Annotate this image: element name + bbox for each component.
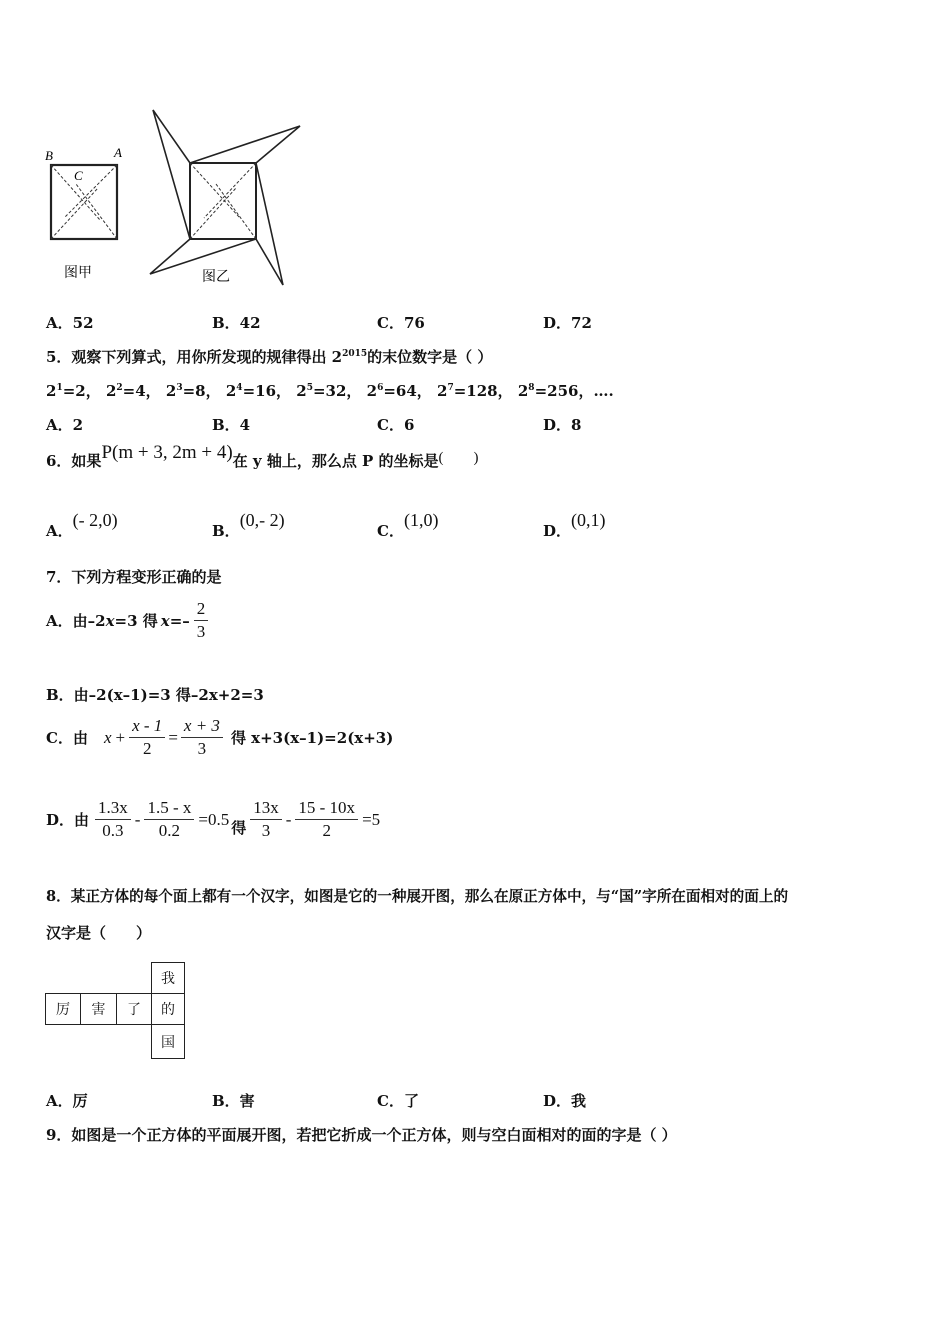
q7-a-fraction [194, 598, 209, 643]
q6-option-c-label: C． [377, 522, 404, 540]
q6-option-b-value: (0,- 2) [239, 510, 285, 530]
power-2: $2^2=4$， [105, 382, 161, 400]
net-cell-le: 了 [116, 993, 152, 1025]
label-C: C [74, 168, 83, 183]
q6-option-c-value: (1,0) [403, 510, 439, 530]
diag-jia-2 [64, 165, 117, 218]
blade-right [256, 163, 283, 285]
q9-stem: 9．如图是一个正方体的平面展开图，若把它折成一个正方体，则与空白面相对的面的字是（ ） [46, 1126, 677, 1144]
q7-a-mid: =3 得 [114, 612, 158, 630]
q8-option-b[interactable]: B．害 [212, 1092, 255, 1110]
q7-d-num1: 1.3x [95, 797, 131, 820]
q6-option-d-value: (0,1) [571, 510, 606, 530]
figure-jia [45, 145, 122, 281]
q6-option-c[interactable] [377, 510, 439, 540]
q7-a-num: 2 [194, 598, 209, 621]
q7-d-num4: 15 - 10x [295, 797, 358, 820]
q7-stem: 7．下列方程变形正确的是 [46, 568, 222, 586]
q8-stem-line1: 8．某正方体的每个面上都有一个汉字，如图是它的一种展开图，那么在原正方体中，与“国”字所在面相对的面上的 [46, 888, 789, 905]
q6-point-expr: P(m + 3, 2m + 4) [101, 442, 233, 463]
q8-option-d[interactable]: D．我 [543, 1092, 587, 1110]
q7-d-den2: 0.2 [158, 821, 181, 840]
q7-d-den4: 2 [322, 821, 331, 840]
blade-left [153, 110, 190, 239]
power-4: $2^4=16$， [225, 382, 292, 400]
q7-option-d[interactable] [46, 797, 380, 842]
q7-d-frac1 [95, 797, 131, 842]
power-8: $2^8=256$，…. [517, 382, 614, 400]
power-3: $2^3=8$， [165, 382, 221, 400]
q6-option-b[interactable] [212, 510, 285, 540]
q5-stem-after: 的末位数字是（ ） [367, 348, 493, 366]
q5-option-d[interactable]: D．8 [543, 416, 582, 434]
q7-d-num2: 1.5 - x [144, 797, 194, 820]
q7-c-frac2 [181, 715, 223, 760]
net-cell-de: 的 [151, 993, 185, 1025]
q7-a-x2: x [160, 611, 170, 630]
diag-jia-4 [51, 188, 98, 239]
q8-stem-line2: 汉字是（ ） [46, 924, 152, 942]
q7-c-num2: x + 3 [181, 715, 223, 738]
q6-option-d[interactable] [543, 510, 606, 540]
q7-option-b[interactable]: B．由–2(x–1)=3 得–2x+2=3 [46, 686, 264, 704]
q7-a-prefix: A．由–2 [46, 612, 106, 630]
q7-c-den1: 2 [142, 739, 152, 758]
q6-paren: ( ) [438, 450, 479, 466]
cube-net [45, 962, 187, 1062]
q5-option-b[interactable]: B．4 [212, 416, 251, 434]
q5-option-a[interactable]: A．2 [46, 416, 84, 434]
q6-stem-after: 在 y 轴上，那么点 P 的坐标是 [232, 452, 439, 470]
net-cell-hai: 害 [80, 993, 117, 1025]
q7-a-eq: =– [169, 611, 190, 630]
q7-c-den2: 3 [197, 739, 207, 758]
square-jia [51, 165, 117, 239]
q7-option-c[interactable] [46, 715, 393, 760]
q7-c-frac1 [129, 715, 165, 760]
figure-yi-label: 图乙 [202, 269, 230, 285]
q7-c-eq: = [168, 727, 178, 747]
figure-jia-yi [40, 100, 320, 295]
q6-option-a-label: A． [46, 522, 73, 540]
q6-option-b-label: B． [212, 522, 240, 540]
q7-a-x1: x [105, 611, 115, 630]
q7-c-plus: + [115, 727, 126, 747]
figure-jia-label: 图甲 [64, 265, 92, 281]
q7-d-de: 得 [231, 819, 247, 837]
q7-d-den3: 3 [261, 821, 271, 840]
q6-option-a-value: (- 2,0) [72, 510, 118, 530]
diag-yi-2 [204, 163, 256, 218]
net-cell-li: 厉 [45, 993, 81, 1025]
q7-d-frac3 [250, 797, 282, 842]
q7-c-x1: x [103, 727, 112, 747]
power-7: $2^7=128$， [437, 382, 513, 400]
q7-c-after: 得 x+3(x–1)=2(x+3) [230, 729, 394, 747]
diag-yi-1 [190, 163, 240, 218]
q5-powers [46, 380, 614, 401]
q7-c-num1: x - 1 [129, 715, 165, 738]
q7-d-minus2: - [285, 809, 292, 829]
q5-option-c[interactable]: C．6 [377, 416, 415, 434]
q5-stem-exp: 2015 [342, 349, 368, 359]
figure-yi [150, 110, 300, 285]
power-5: $2^5=32$， [296, 382, 362, 400]
q7-d-num3: 13x [250, 797, 282, 820]
q4-option-b[interactable]: B．42 [212, 314, 261, 332]
q7-option-a[interactable] [46, 598, 208, 643]
net-cell-wo: 我 [151, 962, 185, 994]
q7-c-prefix: C．由 [46, 729, 88, 747]
power-6: $2^6=64$， [366, 382, 432, 400]
q6-option-a[interactable] [46, 510, 118, 540]
diag-yi-3 [216, 184, 256, 239]
q7-d-prefix: D．由 [46, 811, 90, 829]
power-1: $2^1=2$， [46, 382, 101, 400]
q4-option-a[interactable]: A．52 [46, 314, 94, 332]
diag-yi-4 [190, 188, 236, 239]
q6-stem [46, 442, 479, 472]
q7-d-minus: - [134, 809, 141, 829]
q4-option-d[interactable]: D．72 [543, 314, 592, 332]
label-A: A [114, 145, 122, 160]
net-cell-guo: 国 [151, 1024, 185, 1059]
q7-d-eq2: =5 [362, 809, 381, 829]
q6-stem-before: 6．如果 [46, 452, 102, 470]
q8-option-a[interactable]: A．厉 [46, 1092, 88, 1110]
q4-option-c[interactable]: C．76 [377, 314, 425, 332]
label-B: B [45, 148, 53, 163]
blade-top [190, 126, 300, 163]
q8-option-c[interactable]: C．了 [377, 1092, 419, 1110]
diag-jia-3 [76, 184, 117, 239]
q7-d-eq1: =0.5 [198, 809, 230, 829]
q7-d-frac4 [295, 797, 358, 842]
q5-stem [46, 346, 492, 367]
q5-stem-before: 5．观察下列算式，用你所发现的规律得出 2 [46, 348, 343, 366]
q6-option-d-label: D． [543, 522, 572, 540]
q7-d-den1: 0.3 [102, 821, 124, 840]
q7-d-frac2 [144, 797, 194, 842]
q7-a-den: 3 [196, 622, 206, 641]
